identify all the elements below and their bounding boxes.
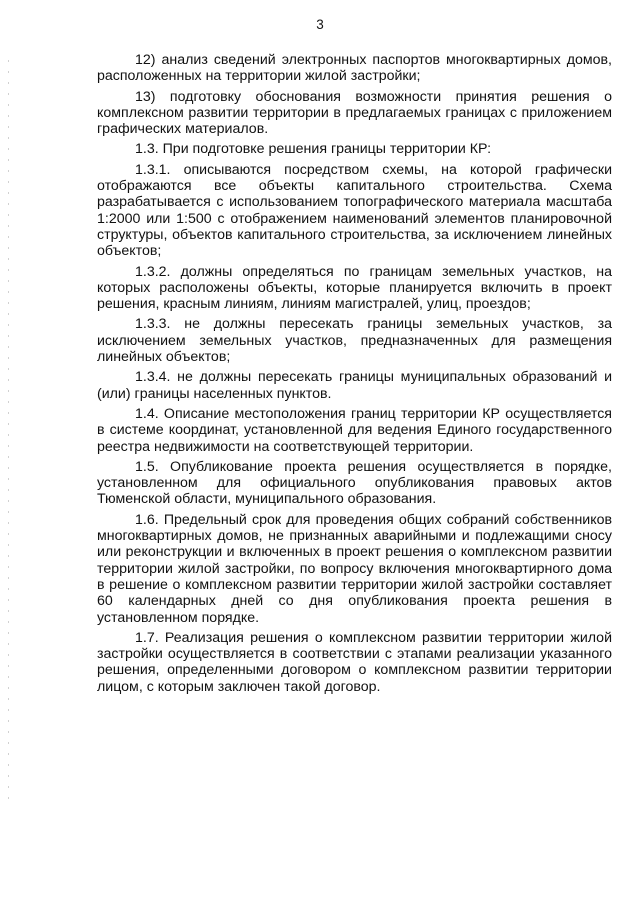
clause-1-3-4: 1.3.4. не должны пересекать границы муниципальных образований и (или) границы населенных пунктов. <box>97 369 612 402</box>
document-body <box>97 52 612 699</box>
clause-1-7: 1.7. Реализация решения о комплексном развитии территории жилой застройки осуществляется в соответствии с этапами реализации указанного решения, определенными договором о комплексном развитии территории лицом, с которым заключен такой договор. <box>97 629 612 695</box>
clause-1-5: 1.5. Опубликование проекта решения осуществляется в порядке, установленном для официального опубликования правовых актов Тюменской области, муниципального образования. <box>97 458 612 508</box>
clause-1-3-2: 1.3.2. должны определяться по границам земельных участков, на которых расположены объекты, которые планируется включить в проект решения, красным линиям, линиям магистралей, улиц, проездов; <box>97 263 612 313</box>
list-item-12: 12) анализ сведений электронных паспортов многоквартирных домов, расположенных на территории жилой застройки; <box>97 52 612 85</box>
page-number: 3 <box>316 17 324 32</box>
list-item-13: 13) подготовку обоснования возможности принятия решения о комплексном развитии территории в предлагаемых границах с приложением графических материалов. <box>97 88 612 138</box>
clause-1-3-3: 1.3.3. не должны пересекать границы земельных участков, за исключением земельных участков, предназначенных для размещения линейных объектов; <box>97 316 612 366</box>
clause-1-6: 1.6. Предельный срок для проведения общих собраний собственников многоквартирных домов, не признанных аварийными и подлежащими сносу или реконструкции и включенных в проект решения о комплексном развитии территории жилой застройки, по вопросу включения многоквартирного дома в решение о комплексном развитии территории жилой застройки составляет 60 календарных дней со дня опубликования проекта решения в установленном порядке. <box>97 511 612 626</box>
clause-1-3-1: 1.3.1. описываются посредством схемы, на которой графически отображаются все объекты капитального строительства. Схема разрабатывается с использованием топографического материала масштаба 1:2000 или 1:500 с отображением наименований элементов планировочной структуры, объектов капитального строительства, за исключением линейных объектов; <box>97 161 612 260</box>
scan-edge-mark <box>8 60 9 800</box>
clause-1-4: 1.4. Описание местоположения границ территории КР осуществляется в системе координат, установленной для ведения Единого государственного реестра недвижимости на соответствующей территории. <box>97 405 612 455</box>
clause-1-3-heading: 1.3. При подготовке решения границы территории КР: <box>135 141 492 158</box>
